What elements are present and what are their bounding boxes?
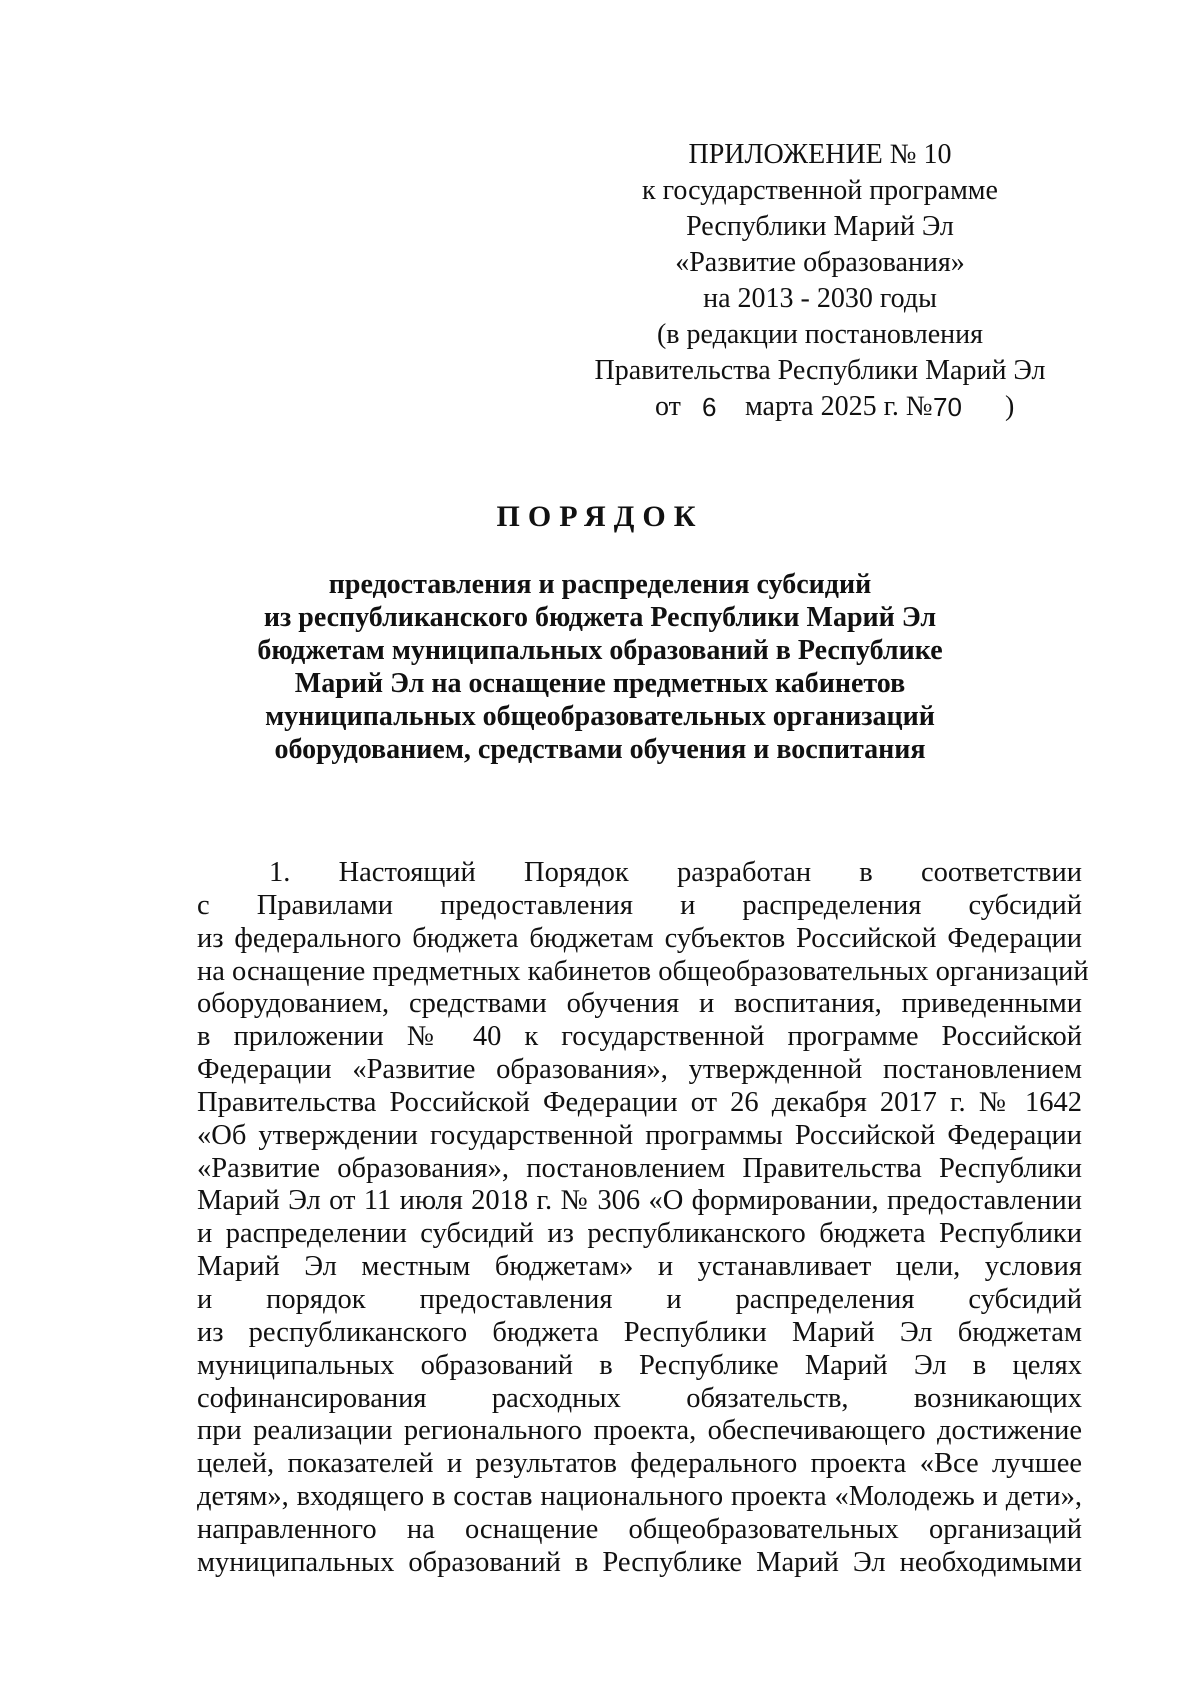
- body-line: направленного на оснащение общеобразовательных организаций: [197, 1513, 1082, 1545]
- body-line: на оснащение предметных кабинетов общеобразовательных организаций: [197, 955, 1089, 987]
- body-paragraph: [197, 857, 1089, 1580]
- subtitle-line: муниципальных общеобразовательных организаций: [265, 701, 935, 732]
- subtitle-line: Марий Эл на оснащение предметных кабинетов: [294, 668, 906, 699]
- body-line: Федерации «Развитие образования», утвержденной постановлением: [197, 1054, 1082, 1086]
- body-line: в приложении № 40 к государственной программе Российской: [197, 1021, 1082, 1053]
- subtitle-line: из республиканского бюджета Республики Марий Эл: [263, 602, 937, 633]
- date-close-paren: ): [1005, 391, 1015, 422]
- body-line: Правительства Российской Федерации от 26 декабря 2017 г. № 1642: [197, 1086, 1082, 1118]
- subtitle-line: оборудованием, средствами обучения и воспитания: [274, 734, 926, 765]
- appendix-line: «Развитие образования»: [675, 247, 965, 278]
- body-line: оборудованием, средствами обучения и воспитания, приведенными: [197, 988, 1082, 1020]
- body-line: «Развитие образования», постановлением Правительства Республики: [197, 1152, 1082, 1184]
- body-line: Марий Эл местным бюджетам» и устанавливает цели, условия: [197, 1251, 1082, 1283]
- body-line: 1. Настоящий Порядок разработан в соответствии: [269, 857, 1082, 888]
- body-line: софинансирования расходных обязательств, возникающих: [197, 1382, 1082, 1414]
- body-line: с Правилами предоставления и распределения субсидий: [197, 889, 1082, 921]
- body-line: и порядок предоставления и распределения субсидий: [197, 1283, 1082, 1315]
- body-line: Марий Эл от 11 июля 2018 г. № 306 «О формировании, предоставлении: [197, 1185, 1082, 1217]
- body-line: детям», входящего в состав национального проекта «Молодежь и дети»,: [197, 1481, 1082, 1513]
- body-line: из республиканского бюджета Республики Марий Эл бюджетам: [197, 1316, 1082, 1348]
- appendix-line: на 2013 - 2030 годы: [703, 283, 937, 314]
- date-month-year: марта 2025 г. №: [745, 391, 933, 422]
- appendix-line: к государственной программе: [642, 175, 998, 206]
- body-line: «Об утверждении государственной программы Российской Федерации: [197, 1119, 1082, 1151]
- document-subtitle: [200, 568, 1000, 766]
- appendix-line: Правительства Республики Марий Эл: [594, 355, 1046, 386]
- date-day: 6: [702, 392, 717, 422]
- body-line: муниципальных образований в Республике Марий Эл в целях: [197, 1349, 1082, 1381]
- body-line: целей, показателей и результатов федерального проекта «Все лучшее: [197, 1448, 1082, 1480]
- appendix-line: (в редакции постановления: [656, 319, 984, 350]
- resolution-date-line: [560, 389, 1080, 425]
- subtitle-line: предоставления и распределения субсидий: [328, 569, 872, 600]
- body-line: муниципальных образований в Республике Марий Эл необходимыми: [197, 1546, 1082, 1578]
- body-line: при реализации регионального проекта, обеспечивающего достижение: [197, 1415, 1082, 1447]
- appendix-number: ПРИЛОЖЕНИЕ № 10: [688, 139, 952, 170]
- date-prefix: от: [655, 391, 681, 422]
- subtitle-line: бюджетам муниципальных образований в Республике: [257, 635, 943, 666]
- appendix-line: Республики Марий Эл: [686, 211, 954, 242]
- resolution-number: 70: [933, 392, 962, 422]
- body-line: из федерального бюджета бюджетам субъектов Российской Федерации: [197, 922, 1082, 954]
- body-line: и распределении субсидий из республиканского бюджета Республики: [197, 1218, 1082, 1250]
- appendix-header: [560, 137, 1080, 425]
- document-title: ПОРЯДОК: [496, 500, 704, 533]
